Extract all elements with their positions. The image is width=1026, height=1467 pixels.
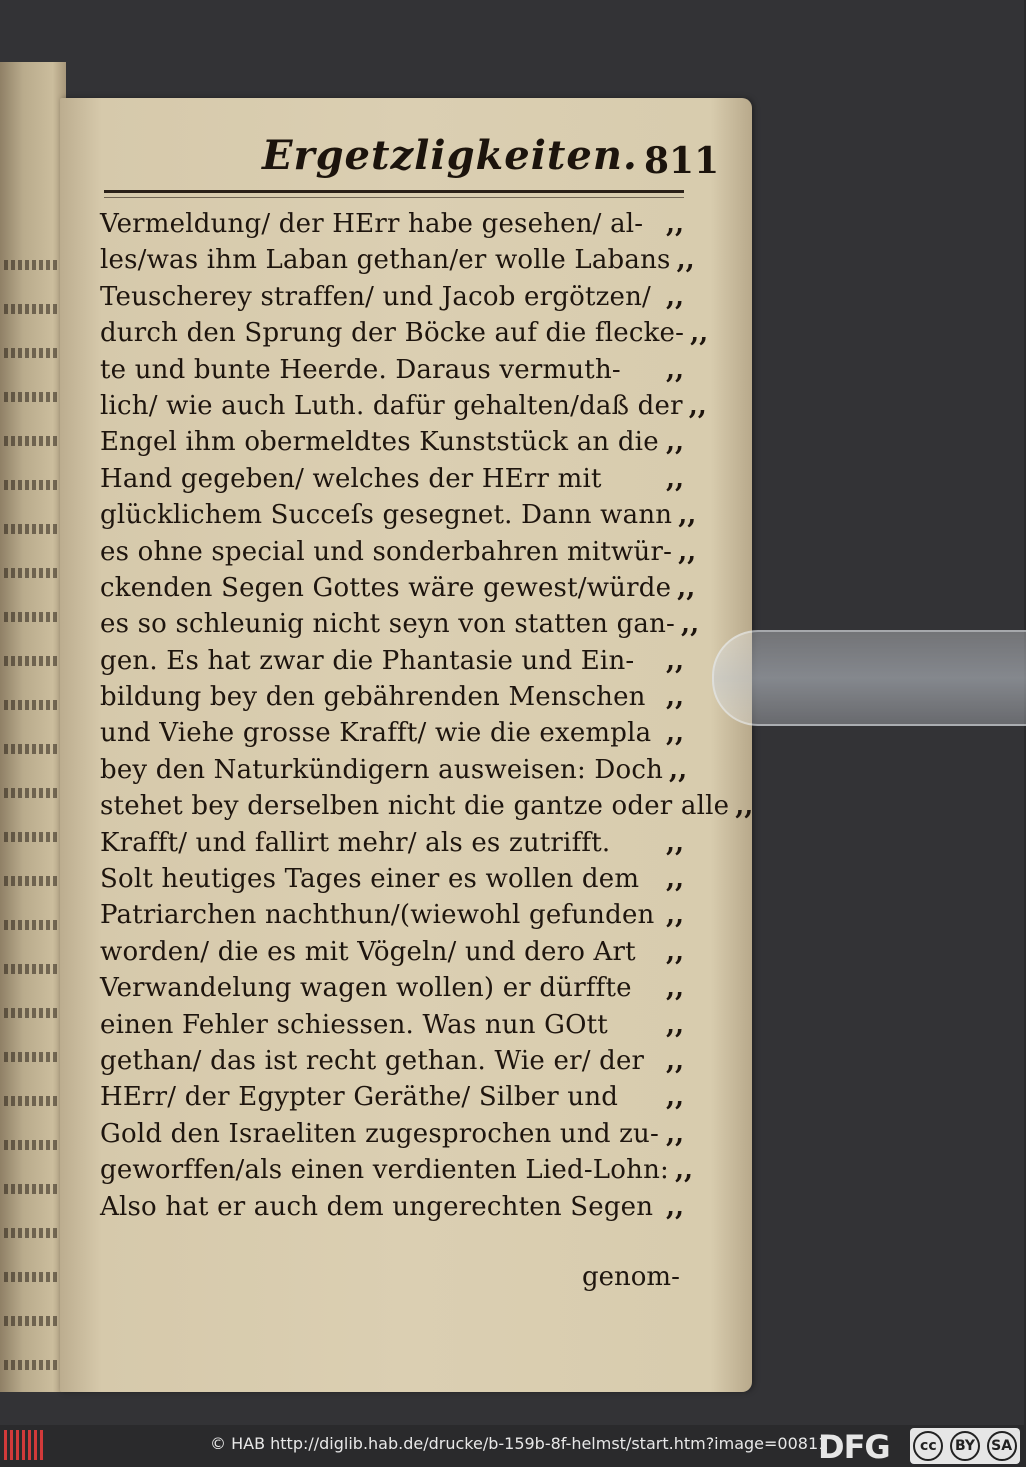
quote-mark: ,, — [735, 791, 754, 822]
quote-mark: ,, — [666, 1118, 685, 1149]
line-text: Patriarchen nachthun/(wiewohl gefunden — [100, 900, 655, 931]
source-link[interactable]: © HAB http://diglib.hab.de/drucke/b-159b-8f-helmst/start.htm?image=00811 — [210, 1434, 829, 1453]
text-line — [100, 679, 700, 715]
line-text: bey den Naturkündigern ausweisen: Doch — [100, 754, 664, 785]
line-text: Verwandelung wagen wollen) er dürffte — [100, 973, 632, 1004]
previous-page-line — [0, 242, 66, 286]
previous-page-line — [0, 726, 66, 770]
text-line — [100, 861, 700, 897]
text-line — [100, 1007, 700, 1043]
running-head: Ergetzligkeiten. — [262, 132, 638, 179]
line-text: Teuscherey straffen/ und Jacob ergötzen/ — [100, 281, 651, 312]
previous-page-line — [0, 858, 66, 902]
previous-page-line — [0, 1342, 66, 1386]
previous-page-text — [0, 242, 66, 1386]
text-line — [100, 388, 707, 424]
text-line — [100, 315, 709, 351]
line-text: Gold den Israeliten zugesprochen und zu- — [100, 1118, 659, 1149]
line-text: worden/ die es mit Vögeln/ und dero Art — [100, 936, 636, 967]
catchword: genom- — [582, 1262, 680, 1292]
previous-page-line — [0, 1166, 66, 1210]
text-line — [100, 970, 700, 1006]
line-text: geworffen/als einen verdienten Lied-Lohn: — [100, 1155, 669, 1186]
quote-mark: ,, — [676, 245, 695, 276]
text-line — [100, 934, 700, 970]
previous-page-line — [0, 770, 66, 814]
previous-page-line — [0, 814, 66, 858]
quote-mark: ,, — [666, 281, 685, 312]
header-rule — [104, 190, 684, 193]
header-rule-thin — [104, 197, 684, 198]
quote-mark: ,, — [666, 936, 685, 967]
text-line — [100, 1152, 700, 1188]
line-text: te und bunte Heerde. Daraus vermuth- — [100, 354, 621, 385]
page-body — [100, 206, 754, 1225]
quote-mark: ,, — [669, 754, 688, 785]
license-badge[interactable] — [910, 1428, 1020, 1464]
previous-page-line — [0, 594, 66, 638]
line-text: Vermeldung/ der HErr habe gesehen/ al- — [100, 209, 644, 239]
line-text: lich/ wie auch Luth. dafür gehalten/daß der — [100, 390, 683, 421]
line-text: einen Fehler schiessen. Was nun GOtt — [100, 1009, 608, 1040]
quote-mark: ,, — [677, 572, 696, 603]
line-text: es ohne special und sonderbahren mitwür- — [100, 536, 673, 567]
line-text: ckenden Segen Gottes wäre gewest/würde — [100, 572, 672, 603]
line-text: glücklichem Succeſs gesegnet. Dann wann — [100, 500, 673, 531]
previous-page-line — [0, 682, 66, 726]
previous-page-line — [0, 1254, 66, 1298]
line-text: stehet bey derselben nicht die gantze oder alle — [100, 791, 730, 822]
quote-mark: ,, — [666, 645, 685, 676]
quote-mark: ,, — [690, 318, 709, 349]
previous-page-line — [0, 374, 66, 418]
previous-page-line — [0, 990, 66, 1034]
previous-page-line — [0, 1210, 66, 1254]
quote-mark: ,, — [666, 827, 685, 858]
text-line — [100, 897, 700, 933]
line-text: Solt heutiges Tages einer es wollen dem — [100, 864, 640, 895]
quote-mark: ,, — [666, 463, 685, 494]
quote-mark: ,, — [688, 390, 707, 421]
text-line — [100, 461, 700, 497]
quote-mark: ,, — [666, 1009, 685, 1040]
text-line — [100, 570, 700, 606]
text-line — [100, 352, 700, 388]
previous-page-line — [0, 506, 66, 550]
quote-mark: ,, — [666, 682, 685, 713]
cc-icon: cc — [913, 1431, 943, 1461]
text-line — [100, 242, 700, 278]
line-text: Also hat er auch dem ungerechten Segen — [100, 1191, 654, 1222]
by-icon: BY — [950, 1431, 980, 1461]
text-line — [100, 715, 700, 751]
page-number: 811 — [644, 140, 720, 182]
line-text: bildung bey den gebährenden Menschen — [100, 682, 646, 713]
line-text: Engel ihm obermeldtes Kunststück an die — [100, 427, 659, 458]
previous-page-line — [0, 286, 66, 330]
text-line — [100, 825, 700, 861]
previous-page-line — [0, 1078, 66, 1122]
text-line — [100, 279, 700, 315]
text-line — [100, 497, 700, 533]
previous-page-line — [0, 462, 66, 506]
previous-page-edge — [0, 62, 66, 1392]
quote-mark: ,, — [674, 1155, 694, 1186]
previous-page-line — [0, 638, 66, 682]
previous-page-line — [0, 1034, 66, 1078]
previous-page-line — [0, 1122, 66, 1166]
text-line — [100, 752, 700, 788]
line-text: und Viehe grosse Krafft/ wie die exempla — [100, 718, 652, 749]
line-text: gethan/ das ist recht gethan. Wie er/ der — [100, 1045, 645, 1076]
text-line — [100, 534, 700, 570]
quote-mark: ,, — [666, 427, 685, 458]
quote-mark: ,, — [666, 718, 685, 749]
previous-page-line — [0, 1298, 66, 1342]
previous-page-line — [0, 418, 66, 462]
quote-mark: ,, — [666, 1082, 685, 1113]
quote-mark: ,, — [666, 1191, 685, 1222]
quote-mark: ,, — [666, 900, 685, 931]
line-text: es so schleunig nicht seyn von statten gan- — [100, 609, 676, 640]
text-line — [100, 788, 754, 824]
page-clip — [712, 630, 1026, 726]
quote-mark: ,, — [681, 609, 700, 640]
line-text: les/was ihm Laban gethan/er wolle Labans — [100, 245, 671, 276]
quote-mark: ,, — [666, 354, 685, 385]
line-text: durch den Sprung der Böcke auf die flecke- — [100, 318, 685, 349]
quote-mark: ,, — [666, 973, 685, 1004]
hab-logo-icon — [4, 1430, 46, 1460]
quote-mark: ,, — [678, 536, 697, 567]
text-line — [100, 643, 700, 679]
previous-page-line — [0, 550, 66, 594]
text-line — [100, 1189, 700, 1225]
line-text: Hand gegeben/ welches der HErr mit — [100, 463, 602, 494]
text-line — [100, 1116, 700, 1152]
text-line — [100, 206, 700, 242]
previous-page-line — [0, 946, 66, 990]
line-text: Krafft/ und fallirt mehr/ als es zutrifft. — [100, 827, 611, 858]
quote-mark: ,, — [666, 864, 685, 895]
text-line — [100, 606, 700, 642]
sa-icon: SA — [987, 1431, 1017, 1461]
text-line — [100, 424, 700, 460]
text-line — [100, 1079, 700, 1115]
dfg-logo: DFG — [818, 1428, 890, 1466]
quote-mark: ,, — [666, 1045, 685, 1076]
quote-mark: ,, — [666, 209, 685, 239]
previous-page-line — [0, 902, 66, 946]
text-line — [100, 1043, 700, 1079]
previous-page-line — [0, 330, 66, 374]
line-text: HErr/ der Egypter Geräthe/ Silber und — [100, 1082, 619, 1113]
quote-mark: ,, — [678, 500, 697, 531]
line-text: gen. Es hat zwar die Phantasie und Ein- — [100, 645, 635, 676]
